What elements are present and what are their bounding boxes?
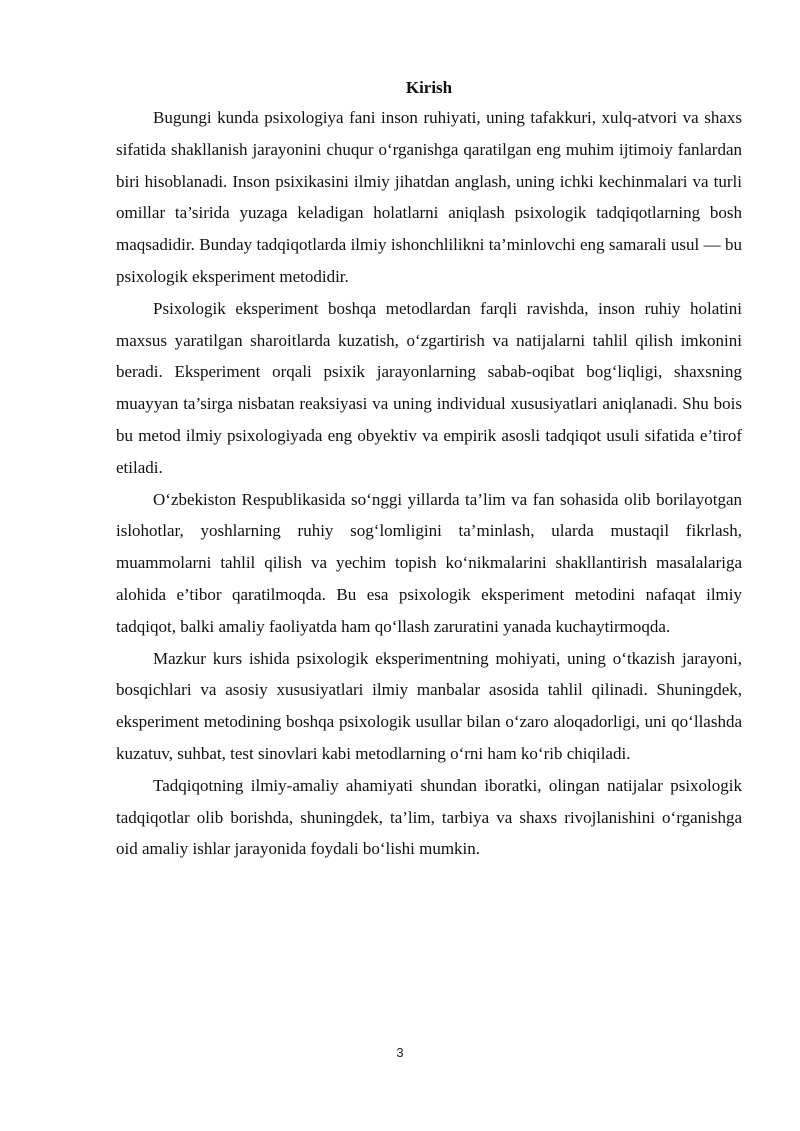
paragraph-4: Mazkur kurs ishida psixologik eksperimentning mohiyati, uning o‘tkazish jarayoni, bosqichlari va asosiy xususiyatlari ilmiy manbalar asosida tahlil qilinadi. Shuningdek, eksperiment metodining boshqa psixologik usullar bilan o‘zaro aloqadorligi, uni qo‘llashda kuzatuv, suhbat, test sinovlari kabi metodlarning o‘rni ham ko‘rib chiqiladi. (116, 648, 742, 763)
page-number: 3 (396, 1045, 404, 1060)
paragraph-3: O‘zbekiston Respublikasida so‘nggi yillarda ta’lim va fan sohasida olib borilayotgan islohotlar, yoshlarning ruhiy sog‘lomligini ta’minlash, ularda mustaqil fikrlash, muammolarni tahlil qilish va yechim topish ko‘nikmalarini shakllantirish masalalariga alohida e’tibor qaratilmoqda. Bu esa psixologik eksperiment metodini nafaqat ilmiy tadqiqot, balki amaliy faoliyatda ham qo‘llash zaruratini yanada kuchaytirmoqda. (116, 489, 742, 636)
paragraph-5: Tadqiqotning ilmiy-amaliy ahamiyati shundan iboratki, olingan natijalar psixologik tadqiqotlar olib borishda, shuningdek, ta’lim, tarbiya va shaxs rivojlanishini o‘rganishga oid amaliy ishlar jarayonida foydali bo‘lishi mumkin. (116, 775, 742, 859)
section-heading: Kirish (405, 78, 453, 97)
paragraph-2: Psixologik eksperiment boshqa metodlardan farqli ravishda, inson ruhiy holatini maxsus yaratilgan sharoitlarda kuzatish, o‘zgartirish va natijalarni tahlil qilish imkonini beradi. Eksperiment orqali psixik jarayonlarning sabab-oqibat bog‘liqligi, shaxsning muayyan ta’sirga nisbatan reaksiyasi va uning individual xususiyatlari aniqlanadi. Shu bois bu metod ilmiy psixologiyada eng obyektiv va empirik asosli tadqiqot usuli sifatida e’tirof etiladi. (116, 298, 742, 477)
paragraph-1: Bugungi kunda psixologiya fani inson ruhiyati, uning tafakkuri, xulq-atvori va shaxs sifatida shakllanish jarayonini chuqur o‘rganishga qaratilgan eng muhim ijtimoiy fanlardan biri hisoblanadi. Inson psixikasini ilmiy jihatdan anglash, uning ichki kechinmalari va turli omillar ta’sirida yuzaga keladigan holatlarni aniqlash psixologik tadqiqotlarning bosh maqsadidir. Bunday tadqiqotlarda ilmiy ishonchlilikni ta’minlovchi eng samarali usul — bu psixologik eksperiment metodidir. (116, 108, 742, 286)
page-content (116, 76, 742, 865)
